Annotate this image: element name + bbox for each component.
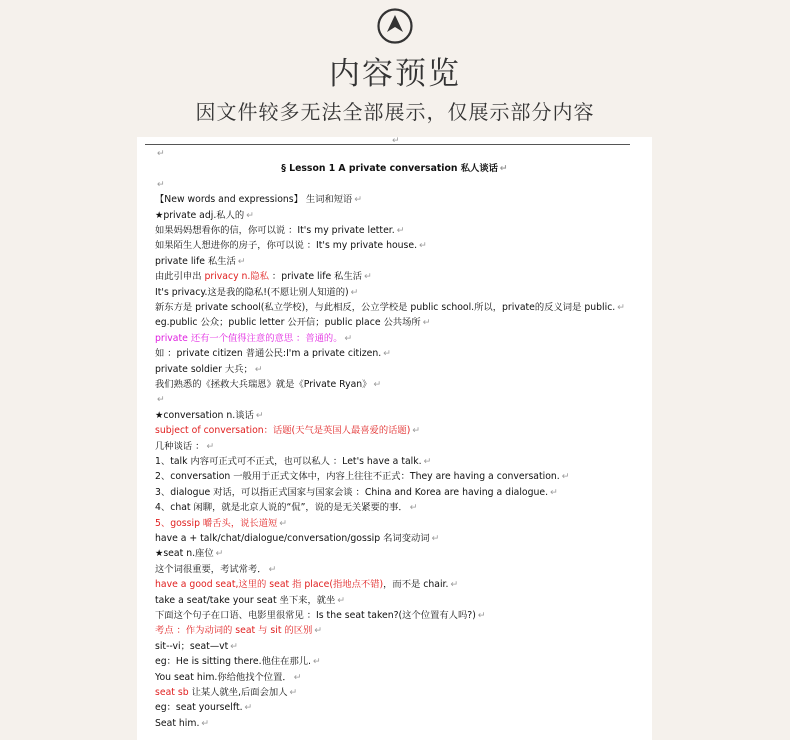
paragraph-mark: ↵ bbox=[422, 317, 431, 329]
paragraph-mark: ↵ bbox=[157, 178, 165, 190]
document-line bbox=[155, 718, 209, 730]
document-line bbox=[155, 441, 214, 453]
line-text: 【New words and expressions】 生词和短语 bbox=[155, 194, 353, 206]
paragraph-mark: ↵ bbox=[244, 702, 253, 714]
document-line bbox=[155, 333, 352, 345]
paragraph-mark: ↵ bbox=[337, 594, 346, 606]
document-line bbox=[155, 148, 165, 160]
document-line bbox=[155, 471, 570, 483]
document-line bbox=[155, 487, 558, 499]
paragraph-mark: ↵ bbox=[450, 579, 459, 591]
line-text: 3、dialogue 对话，可以指正式国家与国家会谈 ：China and Korea are having a dialogue. bbox=[155, 486, 549, 498]
paragraph-mark: ↵ bbox=[409, 502, 418, 514]
line-text: private 还有一个值得注意的意思 ：普通的。 bbox=[155, 332, 343, 344]
paragraph-mark: ↵ bbox=[314, 625, 323, 637]
paragraph-mark: ↵ bbox=[313, 656, 321, 668]
document-line bbox=[155, 379, 381, 391]
document-line bbox=[155, 394, 165, 406]
document-line bbox=[155, 456, 431, 468]
document-line bbox=[155, 225, 405, 237]
line-text: 我们熟悉的《拯救大兵瑞恩》就是《Private Ryan》 bbox=[155, 379, 372, 390]
line-text: 如果陌生人想进你的房子，你可以说 ：It's my private house. bbox=[155, 240, 418, 252]
line-text: private soldier 大兵； bbox=[155, 363, 253, 375]
line-text: eg：He is sitting there.他住在那儿. bbox=[155, 656, 312, 668]
highlight-text: seat sb bbox=[155, 687, 189, 698]
paragraph-mark: ↵ bbox=[206, 440, 215, 452]
paragraph-mark: ↵ bbox=[617, 302, 626, 313]
line-text: take a seat/take your seat 坐下来，就坐 bbox=[155, 594, 336, 606]
line-text: 下面这个句子在口语、电影里很常见 ：Is the seat taken?(这个位置有人吗?) bbox=[155, 610, 476, 621]
document-line bbox=[155, 610, 486, 622]
paragraph-mark: ↵ bbox=[268, 563, 277, 575]
paragraph-mark: ↵ bbox=[373, 379, 382, 390]
document-line bbox=[155, 256, 246, 268]
document-line bbox=[155, 533, 439, 545]
document-line bbox=[155, 579, 458, 591]
line-text: You seat him.你给他找个位置． bbox=[155, 671, 292, 683]
document-line bbox=[155, 656, 321, 668]
paragraph-mark: ↵ bbox=[412, 425, 421, 437]
paragraph-mark: ↵ bbox=[354, 194, 363, 206]
paragraph-mark: ↵ bbox=[419, 240, 427, 252]
paragraph-mark: ↵ bbox=[423, 456, 432, 467]
paragraph-mark: ↵ bbox=[246, 209, 254, 221]
paragraph-mark: ↵ bbox=[396, 225, 405, 236]
paragraph-mark: ↵ bbox=[201, 717, 210, 729]
line-text: § Lesson 1 A private conversation 私人谈话 bbox=[281, 163, 498, 175]
document-line bbox=[155, 410, 264, 422]
document-line bbox=[155, 502, 417, 514]
line-text: eg.public 公众；public letter 公开信；public place 公共场所 bbox=[155, 317, 421, 329]
document-line bbox=[137, 163, 652, 175]
page-rule bbox=[145, 144, 630, 145]
logo-icon bbox=[377, 8, 413, 44]
document-line bbox=[155, 317, 430, 329]
document-line bbox=[155, 240, 427, 252]
document-line bbox=[155, 348, 391, 360]
paragraph-mark: ↵ bbox=[279, 517, 288, 529]
page-title: 内容预览 bbox=[329, 56, 461, 92]
paragraph-mark: ↵ bbox=[550, 486, 558, 498]
document-line bbox=[155, 641, 238, 653]
line-text: 5、gossip 嚼舌头，说长道短 bbox=[155, 517, 278, 529]
line-text: sit--vi；seat—vt bbox=[155, 640, 229, 652]
document-line bbox=[155, 548, 223, 560]
paragraph-mark: ↵ bbox=[230, 640, 239, 652]
line-tail-text: 让某人就坐,后面会加人 bbox=[188, 687, 288, 698]
document-line bbox=[155, 518, 287, 530]
paragraph-mark: ↵ bbox=[237, 255, 246, 267]
paragraph-mark: ↵ bbox=[499, 163, 508, 175]
highlight-text: have a good seat,这里的 seat 指 place(指地点不错) bbox=[155, 579, 384, 591]
document-line bbox=[155, 687, 297, 699]
document-line bbox=[155, 179, 165, 191]
line-text: 4、chat 闲聊，就是北京人说的“侃”，说的是无关紧要的事． bbox=[155, 502, 408, 514]
line-text: 如 ：private citizen 普通公民:I'm a private citizen. bbox=[155, 348, 382, 360]
line-text: 这个词很重要，考试常考． bbox=[155, 563, 267, 575]
document-line bbox=[155, 702, 252, 714]
line-text: 如果妈妈想看你的信，你可以说 ：It's my private letter. bbox=[155, 225, 395, 236]
document-preview bbox=[137, 137, 652, 740]
paragraph-mark: ↵ bbox=[364, 271, 372, 283]
line-text: private life 私生活 bbox=[155, 255, 236, 267]
paragraph-mark: ↵ bbox=[215, 548, 224, 560]
line-text: 新东方是 private school(私立学校)，与此相反，公立学校是 public school.所以，private的反义词是 public. bbox=[155, 302, 616, 313]
line-tail-text: ，而不是 chair. bbox=[383, 579, 449, 591]
line-text: 1、talk 内容可正式可不正式，也可以私人 ：Let's have a talk. bbox=[155, 456, 422, 467]
highlight-text: privacy n.隐私 bbox=[204, 271, 269, 283]
line-text: have a + talk/chat/dialogue/conversation/gossip 名词变动词 bbox=[155, 533, 430, 544]
document-line bbox=[155, 595, 345, 607]
document-line bbox=[155, 425, 420, 437]
line-text: eg：seat yourselft. bbox=[155, 702, 243, 714]
paragraph-mark: ↵ bbox=[157, 148, 165, 159]
document-line bbox=[155, 625, 322, 637]
document-line bbox=[155, 672, 302, 684]
paragraph-mark: ↵ bbox=[344, 332, 353, 344]
page-subtitle: 因文件较多无法全部展示，仅展示部分内容 bbox=[195, 100, 595, 124]
document-line bbox=[155, 564, 276, 576]
line-text: 由此引申出 bbox=[155, 271, 205, 283]
paragraph-mark: ↵ bbox=[289, 687, 298, 698]
line-text: It's privacy.这是我的隐私!(不愿让别人知道的) bbox=[155, 286, 349, 298]
line-text: ★seat n.座位 bbox=[155, 548, 214, 560]
paragraph-mark: ↵ bbox=[561, 471, 570, 483]
line-tail-text: ：private life 私生活 bbox=[268, 271, 363, 283]
paragraph-mark: ↵ bbox=[383, 348, 392, 360]
document-line bbox=[155, 364, 263, 376]
paragraph-mark: ↵ bbox=[350, 286, 359, 298]
line-text: subject of conversation：话题(天气是英国人最喜爱的话题) bbox=[155, 425, 411, 437]
paragraph-mark: ↵ bbox=[157, 394, 165, 406]
paragraph-mark: ↵ bbox=[293, 671, 302, 683]
line-text: 考点 ：作为动词的 seat 与 sit 的区别 bbox=[155, 625, 313, 637]
document-line bbox=[155, 194, 362, 206]
paragraph-mark: ↵ bbox=[254, 363, 263, 375]
document-line bbox=[155, 210, 254, 222]
line-text: ★conversation n.谈话 bbox=[155, 409, 254, 421]
paragraph-mark: ↵ bbox=[392, 137, 400, 146]
document-line bbox=[155, 287, 358, 299]
paragraph-mark: ↵ bbox=[431, 533, 440, 544]
line-text: ★private adj.私人的 bbox=[155, 209, 245, 221]
document-line bbox=[155, 271, 372, 283]
line-text: 2、conversation 一般用于正式文体中，内容上往往不正式：They are having a conversation. bbox=[155, 471, 560, 483]
paragraph-mark: ↵ bbox=[255, 409, 264, 421]
line-text: 几种谈话 ： bbox=[155, 440, 205, 452]
document-line bbox=[155, 302, 625, 314]
line-text: Seat him. bbox=[155, 717, 200, 729]
paragraph-mark: ↵ bbox=[477, 610, 486, 621]
